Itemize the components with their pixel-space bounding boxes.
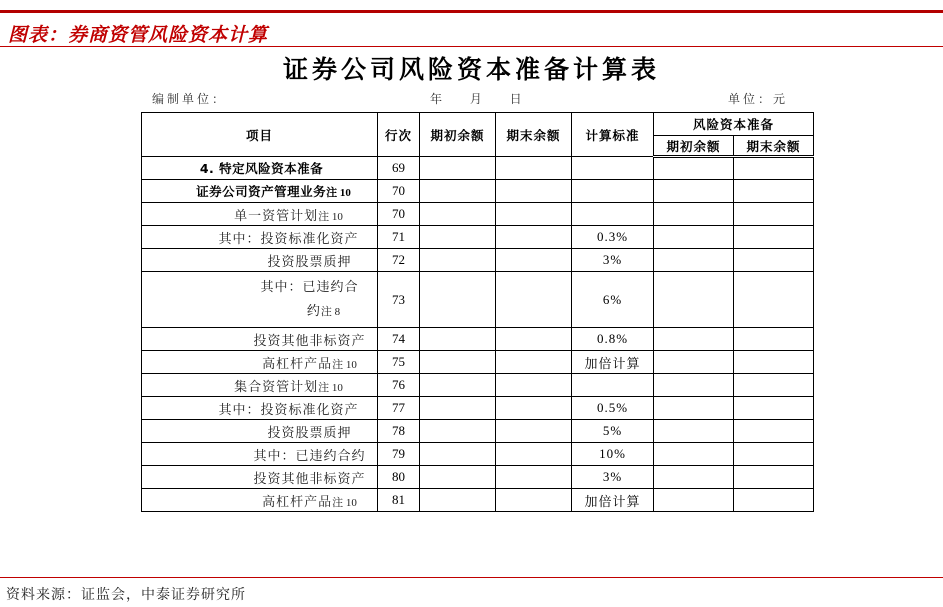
row-item (142, 397, 378, 420)
standard-cell: 5% (572, 420, 654, 443)
closing-cell (496, 351, 572, 374)
table-row (142, 489, 814, 512)
opening-cell (420, 489, 496, 512)
standard-cell: 0.3% (572, 226, 654, 249)
header-item: 项目 (142, 113, 378, 157)
risk-opening-cell (654, 489, 734, 512)
closing-cell (496, 466, 572, 489)
risk-opening-cell (654, 443, 734, 466)
document-title: 证券公司风险资本准备计算表 (282, 55, 660, 84)
opening-cell (420, 351, 496, 374)
table-row (142, 203, 814, 226)
opening-cell (420, 203, 496, 226)
row-number: 80 (378, 466, 420, 489)
row-item (142, 226, 378, 249)
top-rule (0, 10, 943, 13)
source-note: 资料来源：证监会，中泰证券研究所 (6, 587, 246, 603)
risk-opening-cell (654, 249, 734, 272)
compiling-unit-label: 编制单位： (152, 92, 228, 106)
opening-cell (420, 328, 496, 351)
row-item (142, 489, 378, 512)
row-number: 70 (378, 203, 420, 226)
header-standard: 计算标准 (572, 113, 654, 157)
row-item-text: 高杠杆产品 (262, 356, 333, 372)
risk-opening-cell (654, 157, 734, 180)
risk-closing-cell (734, 249, 814, 272)
date-label: 年 月 日 (430, 92, 534, 106)
risk-closing-cell (734, 466, 814, 489)
row-item (142, 272, 378, 328)
row-item-text: 证券公司资产管理业务 (196, 184, 327, 199)
risk-capital-table (141, 112, 814, 512)
risk-closing-cell (734, 374, 814, 397)
risk-closing-cell (734, 443, 814, 466)
opening-cell (420, 443, 496, 466)
row-number: 73 (378, 272, 420, 328)
risk-opening-cell (654, 374, 734, 397)
row-number: 76 (378, 374, 420, 397)
standard-cell (572, 180, 654, 203)
risk-closing-cell (734, 351, 814, 374)
opening-cell (420, 226, 496, 249)
table-row (142, 397, 814, 420)
closing-cell (496, 443, 572, 466)
table-row (142, 157, 814, 180)
row-item-text: 高杠杆产品 (262, 494, 333, 510)
row-note: 注 8 (320, 305, 341, 318)
table-row (142, 328, 814, 351)
table-row (142, 180, 814, 203)
closing-cell (496, 397, 572, 420)
table-row (142, 420, 814, 443)
standard-cell: 0.8% (572, 328, 654, 351)
currency-unit-label: 单位：元 (728, 92, 789, 106)
standard-cell: 3% (572, 249, 654, 272)
row-number: 81 (378, 489, 420, 512)
closing-cell (496, 328, 572, 351)
risk-closing-cell (734, 157, 814, 180)
row-item (142, 374, 378, 397)
risk-opening-cell (654, 351, 734, 374)
header-risk-closing: 期末余额 (734, 136, 814, 157)
standard-cell: 3% (572, 466, 654, 489)
risk-opening-cell (654, 180, 734, 203)
risk-closing-cell (734, 226, 814, 249)
risk-closing-cell (734, 397, 814, 420)
risk-closing-cell (734, 328, 814, 351)
row-item (142, 420, 378, 443)
header-opening-balance: 期初余额 (420, 113, 496, 157)
row-item (142, 157, 378, 180)
row-note: 注 10 (318, 210, 343, 223)
standard-cell (572, 203, 654, 226)
standard-cell: 10% (572, 443, 654, 466)
table-row (142, 443, 814, 466)
risk-opening-cell (654, 328, 734, 351)
row-item-text: 单一资管计划 (234, 208, 319, 224)
standard-cell: 0.5% (572, 397, 654, 420)
row-note: 注 10 (332, 496, 357, 509)
opening-cell (420, 180, 496, 203)
risk-closing-cell (734, 272, 814, 328)
standard-cell (572, 157, 654, 180)
risk-opening-cell (654, 420, 734, 443)
row-item-text-line2: 约 (306, 303, 321, 319)
row-item (142, 466, 378, 489)
row-note: 注 10 (332, 358, 357, 371)
row-number: 72 (378, 249, 420, 272)
row-item-text: 投资股票质押 (267, 425, 352, 441)
closing-cell (496, 489, 572, 512)
opening-cell (420, 397, 496, 420)
row-note: 注 10 (326, 187, 351, 199)
row-item-text: 其中：已违约合约 (253, 448, 366, 464)
risk-opening-cell (654, 226, 734, 249)
closing-cell (496, 157, 572, 180)
opening-cell (420, 420, 496, 443)
risk-opening-cell (654, 272, 734, 328)
row-item-text: 集合资管计划 (234, 379, 319, 395)
risk-opening-cell (654, 397, 734, 420)
row-number: 79 (378, 443, 420, 466)
opening-cell (420, 374, 496, 397)
row-item (142, 328, 378, 351)
row-item-text: 其中：已违约合 (260, 279, 359, 295)
figure-title: 图表：券商资管风险资本计算 (8, 24, 269, 46)
risk-opening-cell (654, 466, 734, 489)
opening-cell (420, 272, 496, 328)
row-number: 78 (378, 420, 420, 443)
table-row (142, 466, 814, 489)
row-item (142, 180, 378, 203)
figure-title-rule (0, 46, 943, 47)
row-note: 注 10 (318, 381, 343, 394)
row-item-text: 其中：投资标准化资产 (218, 402, 359, 418)
row-item-text: 4. 特定风险资本准备 (199, 161, 324, 176)
table-row (142, 374, 814, 397)
row-item-text: 投资其他非标资产 (253, 471, 366, 487)
row-number: 71 (378, 226, 420, 249)
closing-cell (496, 272, 572, 328)
row-item (142, 351, 378, 374)
header-risk-opening: 期初余额 (654, 136, 734, 157)
standard-cell: 加倍计算 (572, 351, 654, 374)
header-row-no: 行次 (378, 113, 420, 157)
closing-cell (496, 203, 572, 226)
row-number: 69 (378, 157, 420, 180)
standard-cell: 加倍计算 (572, 489, 654, 512)
table-row (142, 249, 814, 272)
closing-cell (496, 374, 572, 397)
opening-cell (420, 157, 496, 180)
closing-cell (496, 180, 572, 203)
closing-cell (496, 226, 572, 249)
row-item-text: 其中：投资标准化资产 (218, 231, 359, 247)
header-risk-capital-group: 风险资本准备 (654, 113, 814, 136)
row-number: 75 (378, 351, 420, 374)
risk-closing-cell (734, 203, 814, 226)
risk-closing-cell (734, 180, 814, 203)
row-number: 70 (378, 180, 420, 203)
source-rule (0, 577, 943, 578)
risk-closing-cell (734, 489, 814, 512)
row-item-text: 投资股票质押 (267, 254, 352, 270)
table-row (142, 272, 814, 328)
risk-closing-cell (734, 420, 814, 443)
row-item (142, 249, 378, 272)
row-number: 77 (378, 397, 420, 420)
standard-cell (572, 374, 654, 397)
closing-cell (496, 420, 572, 443)
table-row (142, 226, 814, 249)
row-item (142, 203, 378, 226)
row-number: 74 (378, 328, 420, 351)
row-item (142, 443, 378, 466)
opening-cell (420, 466, 496, 489)
header-closing-balance: 期末余额 (496, 113, 572, 157)
standard-cell: 6% (572, 272, 654, 328)
table-row (142, 351, 814, 374)
closing-cell (496, 249, 572, 272)
row-item-text: 投资其他非标资产 (253, 333, 366, 349)
opening-cell (420, 249, 496, 272)
risk-opening-cell (654, 203, 734, 226)
